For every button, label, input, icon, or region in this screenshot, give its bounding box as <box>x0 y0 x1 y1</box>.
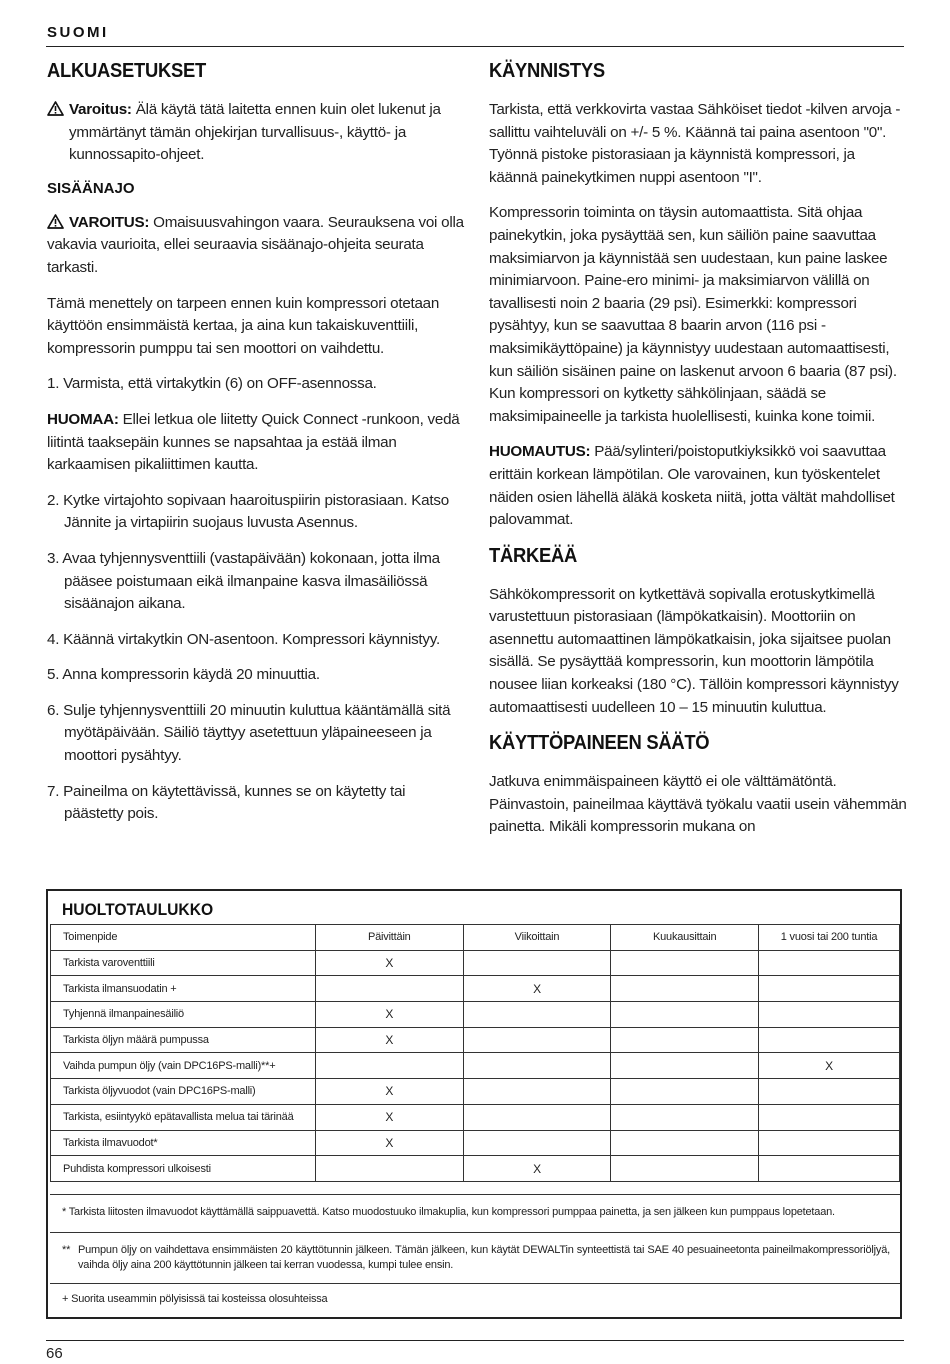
operation-paragraph: Kompressorin toiminta on täysin automaattista. Sitä ohjaa painekytkin, joka pysäyttää sen, kun säiliön paine saavuttaa maksimiarvon ja käynnistää sen uudestaan, kun paine laskee minimiarvoon. Paine-ero minimi- ja maksimiarvon välillä on tavallisesti noin 2 baaria (29 psi). Esimerkki: kompressori pysähtyy, kun se saavuttaa 8 baarin arvon (116 psi - maksimikäyttöpaine) ja käynnistyy uudestaan automaattisesti, kun säiliön sisäinen paine on laskenut arvoon 6 baaria (87 psi). Kun kompressori on kytketty sähkölinjaan, säädä se maksimipaineelle ja tarkista huolellisesti, kuinka kone toimii. <box>489 204 897 425</box>
table-row <box>51 1130 900 1156</box>
heading-tarkeaa: TÄRKEÄÄ <box>489 544 578 567</box>
mark-cell <box>759 1079 900 1105</box>
heading-alkuasetukset: ALKUASETUKSET <box>47 60 206 82</box>
mark-cell <box>315 1053 463 1079</box>
task-cell: Tarkista ilmansuodatin + <box>51 976 316 1002</box>
table-row <box>51 1053 900 1079</box>
intro-paragraph: Tämä menettely on tarpeen ennen kuin kompressori otetaan käyttöön ensimmäistä kertaa, ja aina kun takaiskuventtiili, kompressorin pumppu tai sen moottori on vaihdettu. <box>47 294 440 357</box>
warning-text-1: Älä käytä tätä laitetta ennen kuin olet lukenut ja ymmärtänyt tämän ohjekirjan turvallisuus-, käyttö- ja kunnossapito-ohjeet. <box>69 101 441 164</box>
mark-cell <box>759 1130 900 1156</box>
warning-triangle-icon <box>47 212 69 235</box>
right-column <box>489 54 907 852</box>
table-row <box>51 1027 900 1053</box>
mark-cell <box>463 1053 611 1079</box>
table-row <box>51 1104 900 1130</box>
mark-cell <box>611 1002 759 1028</box>
task-cell: Tarkista varoventtiili <box>51 950 316 976</box>
caution-paragraph <box>489 441 907 531</box>
service-table <box>50 924 900 1182</box>
footnote-oil-mark: ** <box>62 1244 71 1256</box>
mark-cell <box>759 950 900 976</box>
step-7: 7. Paineilma on käytettävissä, kunnes se on käytetty tai päästetty pois. <box>47 782 406 823</box>
col-header-monthly: Kuukausittain <box>611 925 759 951</box>
mark-cell: X <box>315 1002 463 1028</box>
col-header-task: Toimenpide <box>51 925 316 951</box>
col-header-weekly: Viikoittain <box>463 925 611 951</box>
mark-cell <box>759 1027 900 1053</box>
mark-cell <box>463 1104 611 1130</box>
step-2: 2. Kytke virtajohto sopivaan haaroituspiirin pistorasiaan. Katso Jännite ja virtapiirin suojaus luvusta Asennus. <box>47 491 449 532</box>
note-text: Ellei letkua ole liitetty Quick Connect -runkoon, vedä liitintä taaksepäin kunnes se napsahtaa ja estää ilman karkaamisen pikaliittimen kautta. <box>47 410 460 474</box>
step-6: 6. Sulje tyhjennysventtiili 20 minuutin kuluttua kääntämällä sitä myötäpäivään. Säiliö täyttyy asetettuun yläpaineeseen ja moottori pysähtyy. <box>47 701 451 765</box>
top-divider <box>46 46 904 47</box>
mark-cell <box>611 950 759 976</box>
mark-cell <box>759 1156 900 1182</box>
startup-paragraph: Tarkista, että verkkovirta vastaa Sähköiset tiedot -kilven arvoja - sallittu vaihteluväli on +/- 5 %. Käännä tai paina asentoon "0". Työnnä pistoke pistorasiaan ja käynnistä kompressori, ja käännä painekytkimen nuppi asentoon "I". <box>489 101 901 186</box>
mark-cell <box>611 1027 759 1053</box>
warning-label-2: VAROITUS: <box>69 213 150 231</box>
task-cell: Tarkista ilmavuodot* <box>51 1130 316 1156</box>
bottom-divider <box>46 1340 904 1341</box>
col-header-daily: Päivittäin <box>315 925 463 951</box>
heading-kayttopaineen-saato: KÄYTTÖPAINEEN SÄÄTÖ <box>489 732 710 755</box>
mark-cell <box>611 1079 759 1105</box>
task-cell: Puhdista kompressori ulkoisesti <box>51 1156 316 1182</box>
col-header-yearly: 1 vuosi tai 200 tuntia <box>759 925 900 951</box>
footnote-air-leaks: * Tarkista liitosten ilmavuodot käyttämällä saippuavettä. Katso muodostuuko ilmakuplia, kun kompressori pumppaa painetta, ja sen jälkeen kun pumppaus lopetetaan. <box>50 1194 900 1232</box>
warning-paragraph-2 <box>47 212 465 280</box>
mark-cell <box>611 1104 759 1130</box>
warning-text-2: Omaisuusvahingon vaara. Seurauksena voi olla vakavia vaurioita, ellei seuraavia sisäänajo-ohjeita seurata tarkasti. <box>47 213 464 276</box>
mark-cell <box>315 976 463 1002</box>
task-cell: Tarkista öljyn määrä pumpussa <box>51 1027 316 1053</box>
mark-cell <box>759 1104 900 1130</box>
mark-cell <box>463 1079 611 1105</box>
mark-cell: X <box>315 1079 463 1105</box>
table-row <box>51 1156 900 1182</box>
heading-kaynnistys: KÄYNNISTYS <box>489 60 605 82</box>
service-table-box <box>46 889 902 1319</box>
step-4: 4. Käännä virtakytkin ON-asentoon. Kompressori käynnistyy. <box>47 630 440 648</box>
subheading-sisaanajo: SISÄÄNAJO <box>47 179 135 197</box>
caution-text: Pää/sylinteri/poistoputkiyksikkö voi saavuttaa erittäin korkean lämpötilan. Ole varovainen, kun työskentelet näiden osien lähellä äläkä kosketa niitä, jotta vältät mahdolliset palovammat. <box>489 443 895 529</box>
mark-cell <box>611 1130 759 1156</box>
step-3: 3. Avaa tyhjennysventtiili (vastapäivään) kokonaan, jotta ilma pääsee poistumaan eikä ilmanpaine kasva ilmasäiliössä sisäänajon aikana. <box>47 549 440 613</box>
mark-cell: X <box>463 976 611 1002</box>
mark-cell <box>759 976 900 1002</box>
mark-cell <box>759 1002 900 1028</box>
mark-cell: X <box>315 1104 463 1130</box>
mark-cell <box>611 976 759 1002</box>
mark-cell <box>463 950 611 976</box>
table-row <box>51 1002 900 1028</box>
footnote-oil-change <box>50 1232 900 1283</box>
table-row <box>51 1079 900 1105</box>
mark-cell: X <box>759 1053 900 1079</box>
important-paragraph: Sähkökompressorit on kytkettävä sopivalla erotuskytkimellä varustettuun pistorasiaan (lämpökatkaisin). Moottoriin on asennettu automaattinen lämpökatkaisin, joka sijaitsee puolan sisällä. Se pysäyttää kompressorin, kun moottorin lämpötila nousee liian korkeaksi (180 °C). Tällöin kompressori käynnistyy automaattisesti uudelleen 10 – 15 minuutin kuluttua. <box>489 585 899 716</box>
left-column <box>47 54 465 839</box>
task-cell: Tarkista öljyvuodot (vain DPC16PS-malli) <box>51 1079 316 1105</box>
warning-paragraph-1 <box>47 99 465 167</box>
warning-label-1: Varoitus: <box>69 101 132 118</box>
task-cell: Tarkista, esiintyykö epätavallista melua tai tärinää <box>51 1104 316 1130</box>
step-1: 1. Varmista, että virtakytkin (6) on OFF-asennossa. <box>47 375 377 393</box>
footnote-dusty-conditions: + Suorita useammin pölyisissä tai kosteissa olosuhteissa <box>50 1283 900 1317</box>
caution-label: HUOMAUTUS: <box>489 443 591 461</box>
service-table-title: HUOLTOTAULUKKO <box>62 900 214 919</box>
language-label: SUOMI <box>47 24 109 41</box>
mark-cell: X <box>315 1130 463 1156</box>
mark-cell <box>463 1002 611 1028</box>
mark-cell <box>463 1130 611 1156</box>
mark-cell: X <box>315 1027 463 1053</box>
page-number: 66 <box>46 1345 63 1362</box>
mark-cell <box>611 1156 759 1182</box>
table-row <box>51 976 900 1002</box>
task-cell: Vaihda pumpun öljy (vain DPC16PS-malli)**+ <box>51 1053 316 1079</box>
table-header-row <box>51 925 900 951</box>
note-paragraph <box>47 409 465 477</box>
task-cell: Tyhjennä ilmanpainesäiliö <box>51 1002 316 1028</box>
mark-cell <box>611 1053 759 1079</box>
mark-cell <box>463 1027 611 1053</box>
mark-cell: X <box>315 950 463 976</box>
step-5: 5. Anna kompressorin käydä 20 minuuttia. <box>47 666 320 684</box>
mark-cell: X <box>463 1156 611 1182</box>
mark-cell <box>315 1156 463 1182</box>
note-label: HUOMAA: <box>47 410 119 428</box>
table-row <box>51 950 900 976</box>
warning-triangle-icon <box>47 99 69 122</box>
pressure-paragraph: Jatkuva enimmäispaineen käyttö ei ole välttämätöntä. Päinvastoin, paineilmaa käyttävä työkalu vaatii usein vähemmän painetta. Mikäli kompressorin mukana on <box>489 773 907 836</box>
footnote-oil-text: Pumpun öljy on vaihdettava ensimmäisten 20 käyttötunnin jälkeen. Tämän jälkeen, kun käytät DEWALTin synteettistä tai SAE 40 pesuaineetonta paineilmakompressoriöljyä, vaihda öljy aina 200 käyttötunnin jälkeen tai kerran vuodessa, kumpi tulee ensin. <box>78 1244 890 1271</box>
